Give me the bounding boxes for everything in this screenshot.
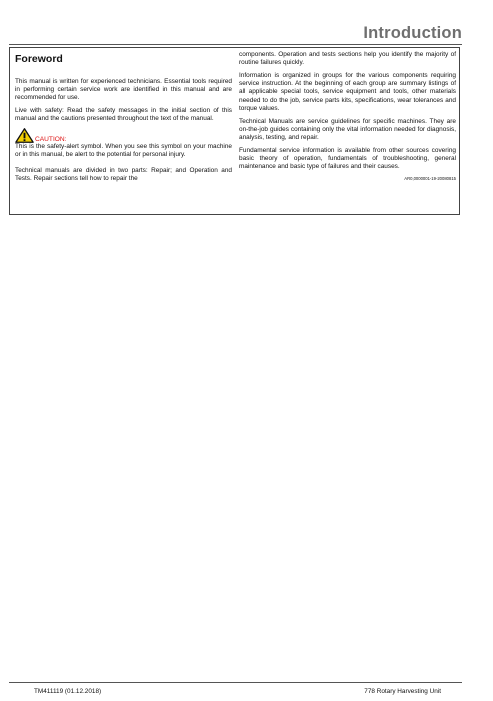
foreword-paragraph: This manual is written for experienced technicians. Essential tools required in performing certain service work are identified in this manual and are recommended for use. — [15, 78, 232, 102]
footer-manual-id: TM411119 (01.12.2018) — [34, 688, 102, 695]
foreword-box — [9, 47, 460, 215]
foreword-paragraph: Technical Manuals are service guidelines for specific machines. They are on-the-job guides containing only the vital information needed for diagnosis, analysis, testing, and repair. — [239, 117, 456, 142]
foreword-paragraph: Information is organized in groups for the various components requiring service instruction. At the beginning of each group are summary listings of all applicable special tools, service equipment and tools, other materials needed to do the job, service parts kits, specifications, wear tolerances and torque values. — [239, 72, 456, 112]
section-title: Introduction — [363, 24, 462, 42]
foreword-left-column — [15, 51, 232, 188]
foreword-paragraph: Technical manuals are divided in two parts: Repair; and Operation and Tests. Repair sections tell how to repair the — [15, 166, 232, 182]
footer-product-name: 778 Rotary Harvesting Unit — [364, 688, 441, 695]
caution-label: CAUTION: — [35, 136, 67, 144]
caution-text: This is the safety-alert symbol. When you see this symbol on your machine or in this manual, be alert to the potential for personal injury. — [15, 143, 232, 159]
foreword-heading: Foreword — [15, 53, 63, 65]
safety-alert-icon — [15, 128, 34, 143]
caution-line — [15, 128, 232, 143]
header-divider — [9, 44, 462, 45]
document-code: AR0,0000001-19-20080815 — [404, 176, 456, 182]
foreword-paragraph: Live with safety: Read the safety messages in the initial section of this manual and the cautions presented throughout the text of the manual. — [15, 107, 232, 123]
footer-divider — [9, 682, 462, 683]
foreword-paragraph: components. Operation and tests sections help you identify the majority of routine failures quickly. — [239, 51, 456, 67]
foreword-right-column — [239, 51, 456, 182]
foreword-paragraph: Fundamental service information is available from other sources covering basic theory of operation, fundamentals of troubleshooting, general maintenance and basic type of failures and their causes. — [239, 146, 456, 171]
